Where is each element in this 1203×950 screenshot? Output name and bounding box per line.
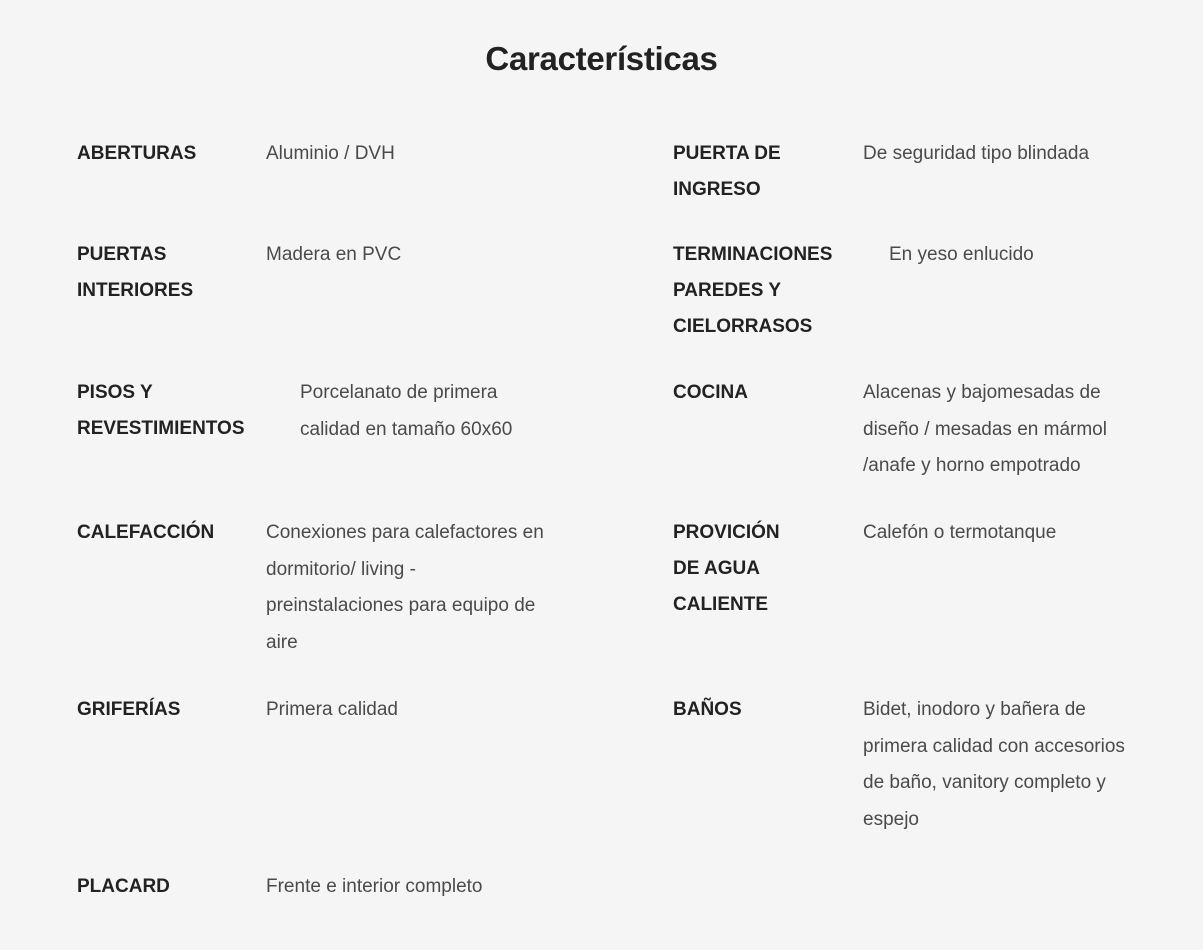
feature-puerta-ingreso [673, 136, 1173, 216]
feature-value: Porcelanato de primera calidad en tamaño 60x60 [300, 382, 513, 440]
feature-label: PLACARD [77, 876, 170, 897]
feature-aberturas [77, 136, 597, 216]
page-title: Características [485, 40, 718, 77]
feature-griferias [77, 692, 597, 752]
feature-banos [673, 692, 1173, 842]
feature-value: Aluminio / DVH [266, 143, 395, 164]
feature-puertas-interiores [77, 237, 597, 327]
feature-label: GRIFERÍAS [77, 699, 181, 720]
feature-label: ABERTURAS [77, 143, 197, 164]
feature-value: Primera calidad [266, 699, 398, 720]
feature-value: En yeso enlucido [889, 244, 1034, 265]
feature-label: PISOS Y REVESTIMIENTOS [77, 382, 245, 439]
feature-calefaccion [77, 515, 597, 665]
feature-label: COCINA [673, 382, 748, 403]
feature-label: BAÑOS [673, 699, 742, 720]
feature-cocina [673, 375, 1173, 485]
feature-value: Conexiones para calefactores en dormitorio/ living - preinstalaciones para equipo de aire [266, 522, 544, 653]
feature-label: PUERTAS INTERIORES [77, 244, 194, 301]
feature-value: Madera en PVC [266, 244, 402, 265]
feature-value: Alacenas y bajomesadas de diseño / mesadas en mármol /anafe y horno empotrado [863, 382, 1107, 476]
feature-label: PROVICIÓN DE AGUA CALIENTE [673, 522, 780, 615]
feature-agua-caliente [673, 515, 1173, 625]
feature-terminaciones [673, 237, 1173, 347]
feature-value: Calefón o termotanque [863, 522, 1057, 543]
feature-value: Frente e interior completo [266, 876, 483, 897]
feature-value: De seguridad tipo blindada [863, 143, 1090, 164]
feature-label: TERMINACIONES PAREDES Y CIELORRASOS [673, 244, 833, 337]
feature-placard [77, 869, 597, 929]
feature-value: Bidet, inodoro y bañera de primera calidad con accesorios de baño, vanitory completo y espejo [863, 699, 1125, 830]
feature-label: PUERTA DE INGRESO [673, 143, 781, 200]
feature-pisos-revestimientos [77, 375, 597, 465]
feature-label: CALEFACCIÓN [77, 522, 215, 543]
